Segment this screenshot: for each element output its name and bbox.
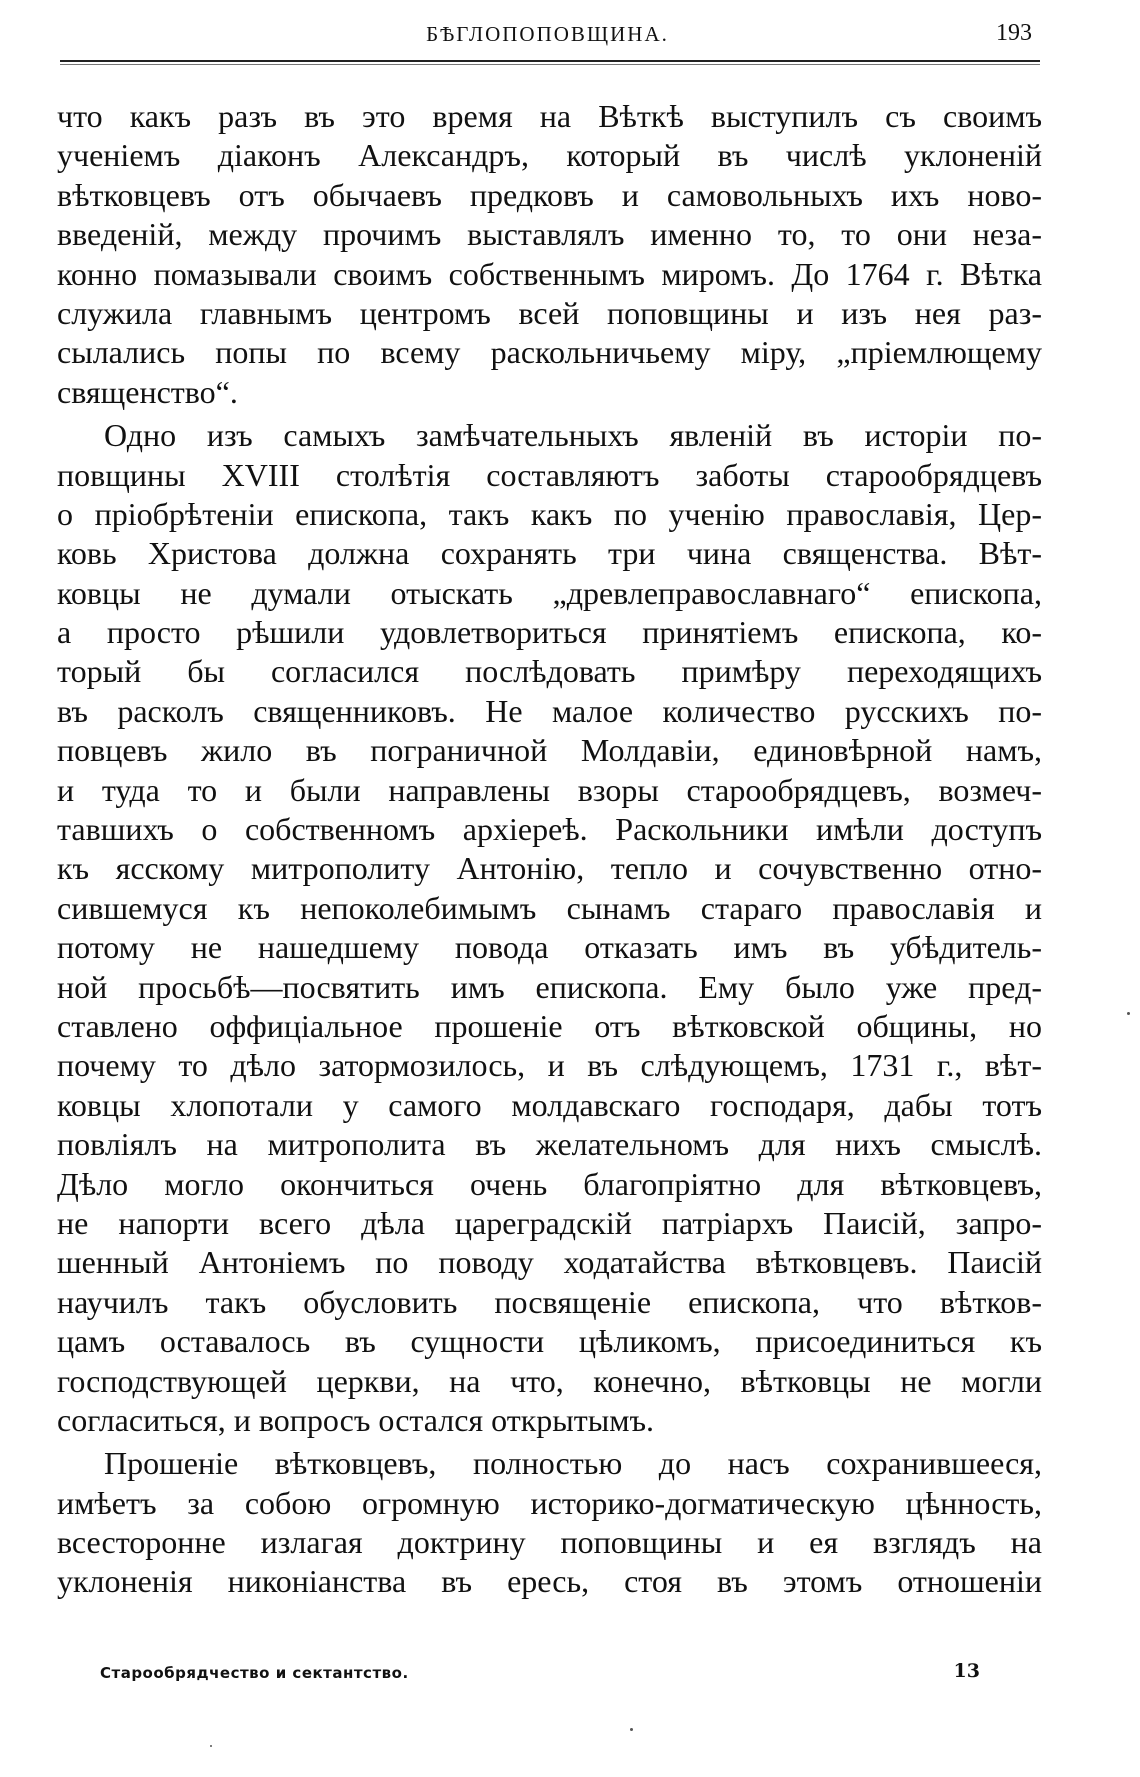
paragraph-3	[57, 1444, 1042, 1602]
text-line: господствующей церкви, на что, конечно, вѣтковцы не могли	[57, 1362, 1042, 1399]
text-line: ученіемъ діаконъ Александръ, который въ числѣ уклоненій	[57, 137, 1042, 174]
text-line: ставлено оффиціальное прошеніе отъ вѣтковской общины, но	[57, 1007, 1042, 1044]
text-line: сылались попы по всему раскольничьему міру, „пріемлющему	[57, 334, 1042, 371]
text-line: не напорти всего дѣла цареградскій патріархъ Паисій, запро-	[57, 1204, 1042, 1241]
footer-title: Старообрядчество и сектантство.	[100, 1664, 409, 1682]
running-title: БѢГЛОПОПОВЩИНА.	[426, 22, 669, 46]
running-head	[55, 18, 1040, 52]
text-line: повщины XVIII столѣтія составляютъ заботы старообрядцевъ	[57, 456, 1042, 493]
text-line: что какъ разъ въ это время на Вѣткѣ выступилъ съ своимъ	[57, 98, 1042, 134]
text-line: ковь Христова должна сохранять три чина священства. Вѣт-	[57, 535, 1042, 572]
page-number: 193	[996, 20, 1032, 46]
text-line: Дѣло могло окончиться очень благопріятно для вѣтковцевъ,	[57, 1165, 1042, 1202]
text-line: имѣетъ за собою огромную историко-догматическую цѣнность,	[57, 1484, 1042, 1521]
text-line: торый бы согласился послѣдовать примѣру переходящихъ	[57, 653, 1042, 690]
text-line: тавшихъ о собственномъ архіереѣ. Раскольники имѣли доступъ	[57, 811, 1042, 848]
text-line: повцевъ жило въ пограничной Молдавіи, единовѣрной намъ,	[57, 732, 1042, 769]
text-line: священство“.	[57, 373, 238, 410]
body-text	[57, 97, 1042, 1602]
print-speck	[210, 1745, 212, 1747]
signature-mark: 13	[953, 1660, 980, 1682]
text-line: повліялъ на митрополита въ желательномъ для нихъ смыслѣ.	[57, 1126, 1042, 1163]
text-line: шенный Антоніемъ по поводу ходатайства вѣтковцевъ. Паисій	[57, 1244, 1042, 1281]
text-line: согласиться, и вопросъ остался открытымъ.	[57, 1401, 655, 1438]
text-line: научилъ такъ обусловить посвященіе епископа, что вѣтков-	[57, 1283, 1042, 1320]
text-line: цамъ оставалось въ сущности цѣликомъ, присоединиться къ	[57, 1323, 1042, 1360]
text-line: ковцы хлопотали у самого молдавскаго господаря, дабы тотъ	[57, 1086, 1042, 1123]
text-line: ной просьбѣ—посвятить имъ епископа. Ему было уже пред-	[57, 968, 1042, 1005]
print-speck	[630, 1728, 633, 1731]
text-line: служила главнымъ центромъ всей поповщины и изъ нея раз-	[57, 294, 1042, 331]
text-line: введеній, между прочимъ выставлялъ именно то, то они неза-	[57, 216, 1042, 253]
text-line: въ расколъ священниковъ. Не малое количество русскихъ по-	[57, 692, 1042, 729]
print-speck	[1127, 1012, 1130, 1015]
paragraph-2	[57, 416, 1042, 1440]
text-line: уклоненія никоніанства въ ересь, стоя въ этомъ отношеніи	[57, 1563, 1042, 1600]
text-line: почему то дѣло затормозилось, и въ слѣдующемъ, 1731 г., вѣт-	[57, 1047, 1042, 1084]
text-line: а просто рѣшили удовлетвориться принятіемъ епископа, ко-	[57, 614, 1042, 651]
page-footer	[100, 1660, 980, 1690]
text-line: ковцы не думали отыскать „древлеправославнаго“ епископа,	[57, 574, 1042, 611]
text-line: Одно изъ самыхъ замѣчательныхъ явленій въ исторіи по-	[104, 417, 1042, 454]
text-line: къ ясскому митрополиту Антонію, тепло и сочувственно отно-	[57, 850, 1042, 887]
text-line: сившемуся къ непоколебимымъ сынамъ стараго православія и	[57, 889, 1042, 926]
text-line: Прошеніе вѣтковцевъ, полностью до насъ сохранившееся,	[104, 1445, 1042, 1482]
text-line: вѣтковцевъ отъ обычаевъ предковъ и самовольныхъ ихъ ново-	[57, 176, 1042, 213]
text-line: о пріобрѣтеніи епископа, такъ какъ по ученію православія, Цер-	[57, 495, 1042, 532]
header-rule	[60, 60, 1040, 62]
text-line: потому не нашедшему повода отказать имъ въ убѣдитель-	[57, 929, 1042, 966]
text-line: и туда то и были направлены взоры старообрядцевъ, возмеч-	[57, 771, 1042, 808]
paragraph-1	[57, 97, 1042, 412]
header-rule-thin	[60, 64, 1040, 65]
text-line: конно помазывали своимъ собственнымъ миромъ. До 1764 г. Вѣтка	[57, 255, 1042, 292]
text-line: всесторонне излагая доктрину поповщины и ея взглядъ на	[57, 1524, 1042, 1561]
